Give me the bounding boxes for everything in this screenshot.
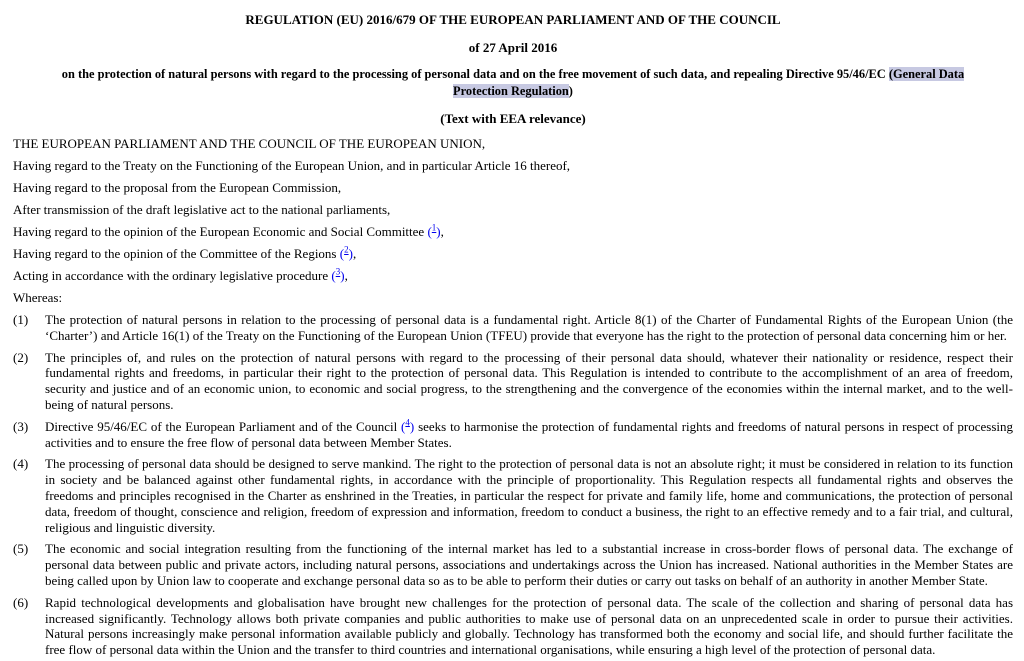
recital-text-after: seeks to harmonise the protection of fundamental rights and freedoms of natural persons in respect of processing activities and to ensure the free flow of personal data between Member States. — [45, 418, 1013, 450]
preamble-text: Acting in accordance with the ordinary legislative procedure — [13, 268, 332, 283]
selected-text-line1: (General Data — [888, 67, 965, 81]
selected-text-line2: Protection Regulation — [453, 84, 569, 98]
subject-closing-paren: ) — [568, 84, 573, 98]
footnote-number: 1 — [431, 222, 437, 233]
preamble-national-parliaments: After transmission of the draft legislative act to the national parliaments, — [13, 202, 391, 217]
footnote-close-paren: ) — [348, 246, 353, 261]
recital-text: The economic and social integration resulting from the functioning of the internal market has led to a substantial increase in cross-border flows of personal data. The exchange of personal data between public and private actors, including natural persons, associations and undertakings across the Union has increased. National authorities in the Member States are being called upon by Union law to cooperate and exchange personal data so as to be able to perform their duties or carry out tasks on behalf of an authority in another Member State. — [45, 541, 1013, 588]
footnote-link-3[interactable] — [331, 268, 344, 283]
recital-2 — [13, 350, 1013, 413]
recital-5 — [13, 541, 1013, 588]
recital-number: (6) — [13, 594, 29, 610]
footnote-link-1[interactable] — [427, 224, 440, 239]
footnote-close-paren: ) — [340, 268, 345, 283]
preamble-cor-opinion — [13, 246, 1013, 262]
preamble-legislative-procedure — [13, 268, 1013, 284]
footnote-open-paren: ( — [427, 224, 432, 239]
preamble-text-after: , — [440, 224, 444, 239]
document-title: REGULATION (EU) 2016/679 OF THE EUROPEAN PARLIAMENT AND OF THE COUNCIL — [245, 12, 781, 27]
footnote-number: 4 — [405, 417, 410, 428]
recital-number: (3) — [13, 418, 29, 434]
recital-4 — [13, 456, 1013, 535]
recital-text: The protection of natural persons in relation to the processing of personal data is a fundamental right. Article 8(1) of the Charter of Fundamental Rights of the European Union (the ‘Charter’) and Article 16(1) of the Treaty on the Functioning of the European Union (TFEU) provide that everyone has the right to the protection of personal data concerning him or her. — [45, 312, 1013, 343]
eea-relevance-notice: (Text with EEA relevance) — [440, 111, 586, 126]
recital-6 — [13, 595, 1013, 658]
recital-text-before: Directive 95/46/EC of the European Parliament and of the Council — [45, 418, 402, 434]
footnote-open-paren: ( — [331, 268, 336, 283]
footnote-open-paren: ( — [401, 418, 406, 434]
preamble-enacting-parties: THE EUROPEAN PARLIAMENT AND THE COUNCIL OF THE EUROPEAN UNION, — [13, 136, 486, 151]
footnote-number: 2 — [344, 244, 349, 255]
preamble-eesc-opinion — [13, 224, 1013, 240]
recital-number: (2) — [13, 349, 29, 365]
recital-number: (5) — [13, 541, 29, 557]
recital-number: (4) — [13, 456, 29, 472]
preamble-text-after: , — [352, 246, 357, 261]
footnote-link-2[interactable] — [340, 246, 353, 261]
recital-text: Rapid technological developments and globalisation have brought new challenges for the protection of personal data. The scale of the collection and sharing of personal data has increased significantly. Technology allows both private companies and public authorities to make use of personal data on an unprecedented scale in order to pursue their activities. Natural persons increasingly make personal information available publicly and globally. Technology has transformed both the economy and social life, and should further facilitate the free flow of personal data within the Union and the transfer to third countries and international organisations, while ensuring a high level of the protection of personal data. — [45, 594, 1013, 658]
footnote-link-4[interactable] — [401, 419, 414, 434]
document-subject — [13, 66, 1013, 100]
recital-number: (1) — [13, 312, 29, 327]
document-date-line: of 27 April 2016 — [468, 40, 558, 55]
recital-text: The processing of personal data should be designed to serve mankind. The right to the protection of personal data is not an absolute right; it must be considered in relation to its function in society and be balanced against other fundamental rights, in accordance with the principle of proportionality. This Regulation respects all fundamental rights and observes the freedoms and principles recognised in the Charter as enshrined in the Treaties, in particular the respect for private and family life, home and communications, the protection of personal data, freedom of thought, conscience and religion, freedom of expression and information, freedom to conduct a business, the right to an effective remedy and to a fair trial, and cultural, religious and linguistic diversity. — [45, 456, 1013, 535]
footnote-close-paren: ) — [436, 224, 441, 239]
footnote-close-paren: ) — [409, 418, 415, 434]
recital-text — [45, 419, 1013, 451]
recital-3 — [13, 419, 1013, 451]
subject-text: on the protection of natural persons with regard to the processing of personal data and on the free movement of such data, and repealing Directive 95/46/EC — [61, 67, 889, 81]
footnote-number: 3 — [335, 266, 341, 277]
whereas-label: Whereas: — [13, 290, 63, 305]
preamble-commission-proposal: Having regard to the proposal from the European Commission, — [13, 180, 342, 195]
preamble-text-after: , — [344, 268, 348, 283]
recital-1 — [13, 312, 1013, 344]
preamble-text: Having regard to the opinion of the Committee of the Regions — [13, 246, 340, 261]
preamble-text: Having regard to the opinion of the European Economic and Social Committee — [13, 224, 428, 239]
footnote-open-paren: ( — [339, 246, 345, 261]
preamble-treaty-citation: Having regard to the Treaty on the Functioning of the European Union, and in particular Article 16 thereof, — [13, 158, 571, 173]
recital-text: The principles of, and rules on the protection of natural persons with regard to the processing of their personal data should, whatever their nationality or residence, respect their fundamental rights and freedoms, in particular their right to the protection of personal data. This Regulation is intended to contribute to the accomplishment of an area of freedom, security and justice and of an economic union, to economic and social progress, to the strengthening and the convergence of the economies within the internal market, and to the well-being of natural persons. — [45, 349, 1013, 412]
